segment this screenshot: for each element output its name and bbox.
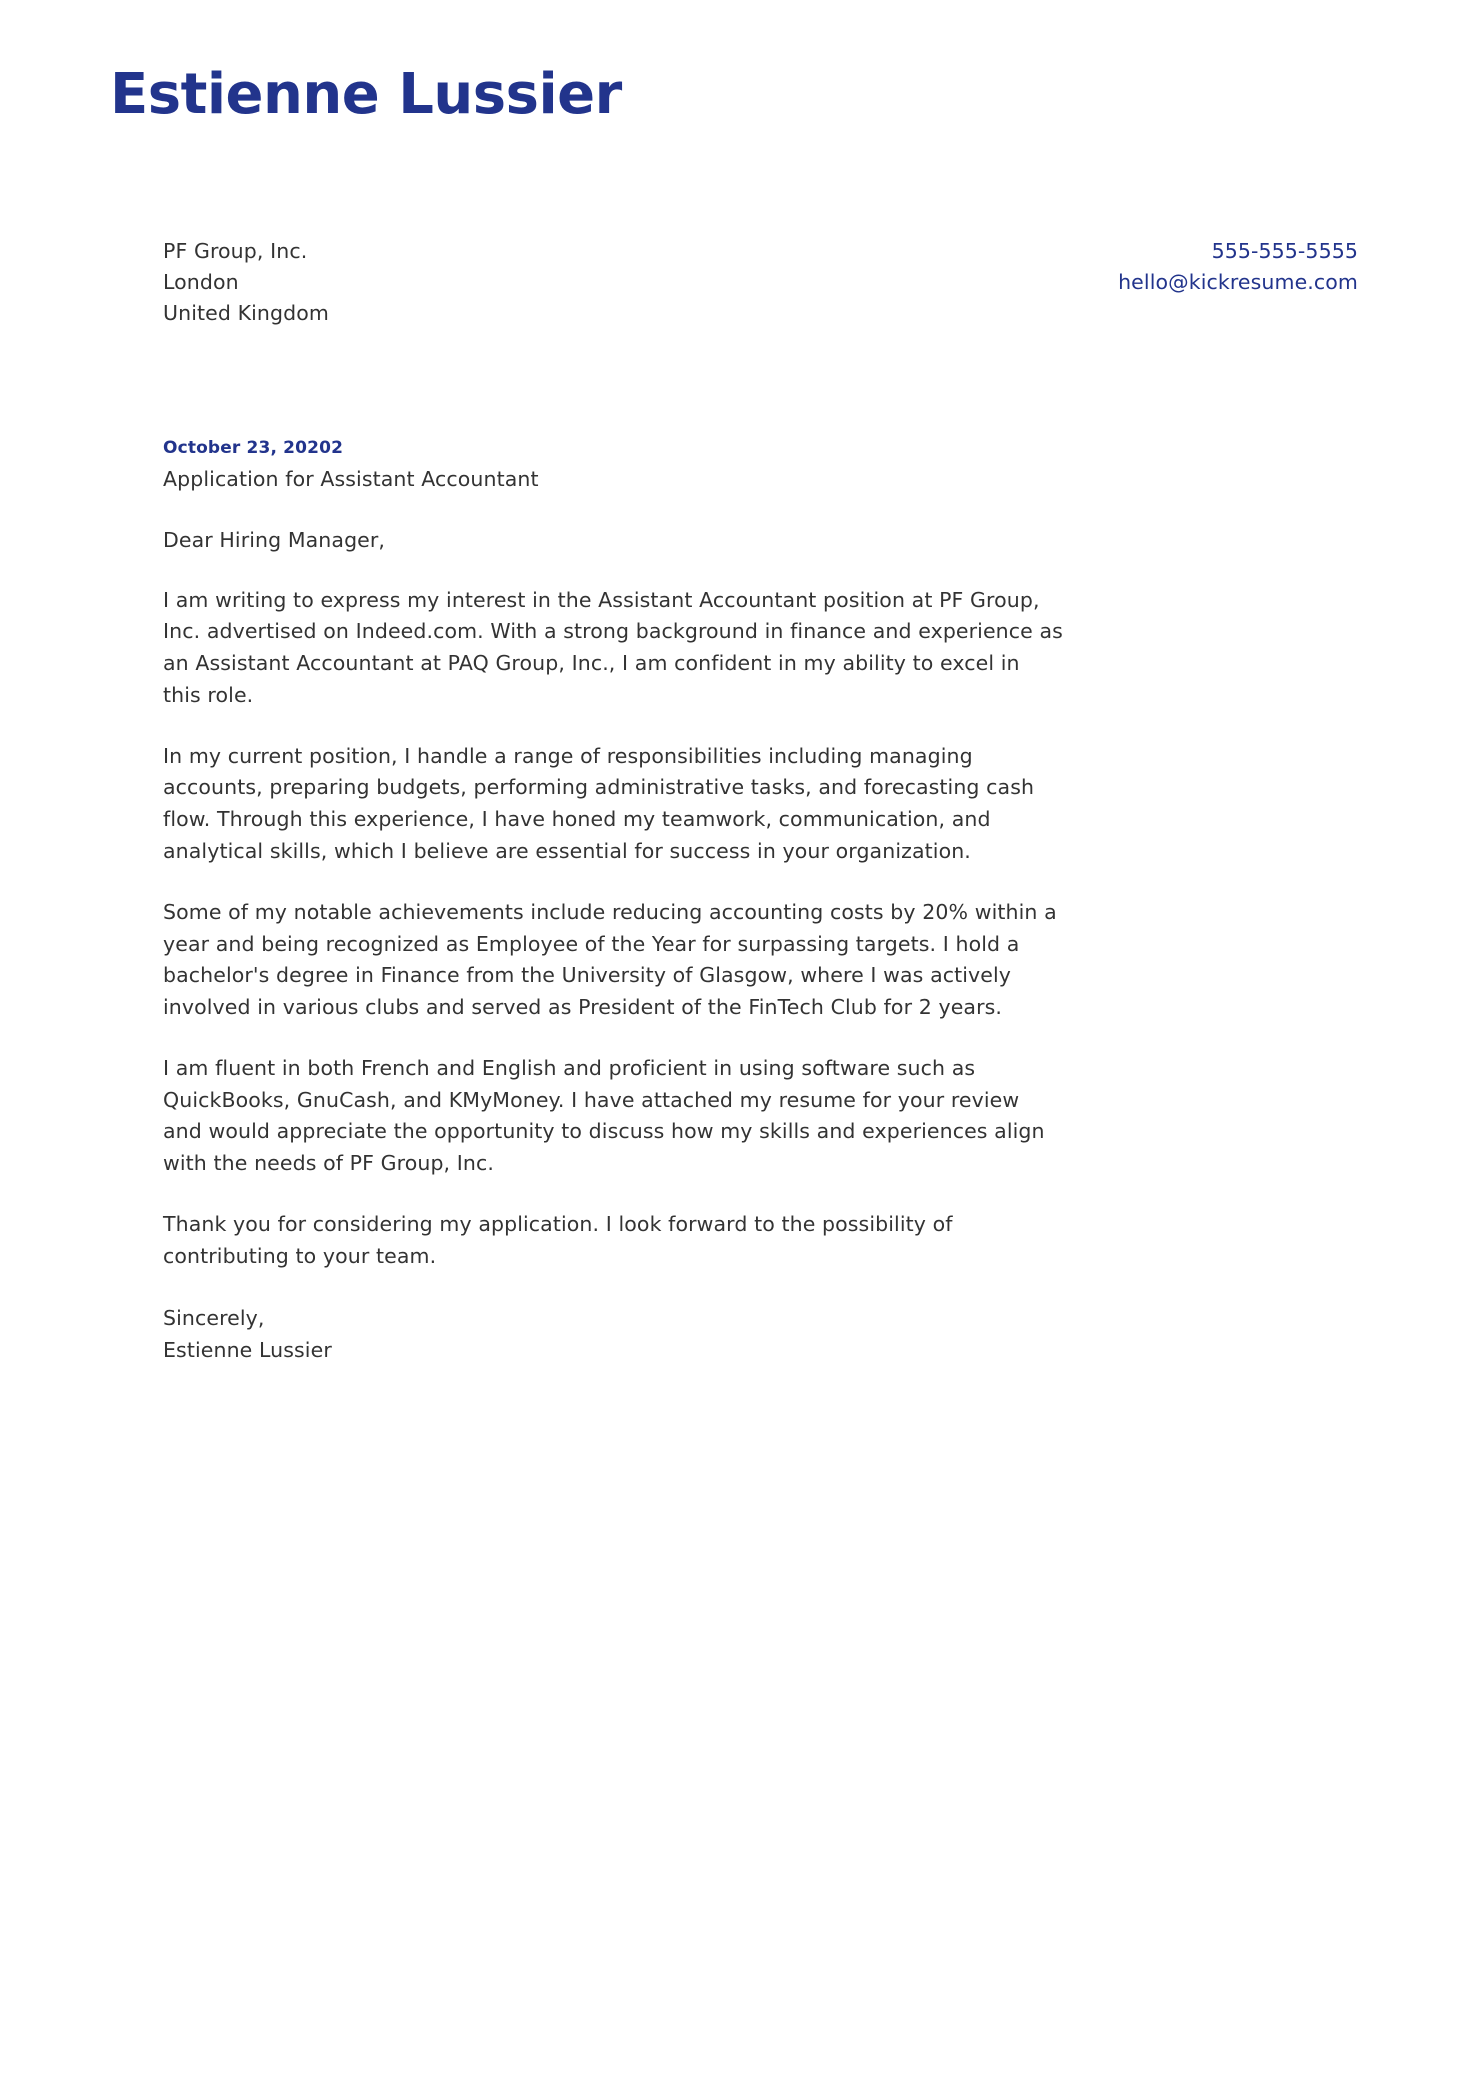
applicant-name: Estienne Lussier — [110, 62, 622, 127]
letter-salutation: Dear Hiring Manager, — [163, 527, 386, 552]
letter-body — [0, 437, 1468, 1366]
letter-signoff — [163, 1303, 1358, 1365]
sender-contact-block — [1118, 236, 1358, 298]
letter-paragraph: I am fluent in both French and English and proficient in using software such as QuickBooks, GnuCash, and KMyMoney. I have attached my resume for your review and would appreciate the opportunity to discuss how my skills and experiences align with the needs of PF Group, Inc. — [163, 1055, 1045, 1176]
sender-phone[interactable]: 555-555-5555 — [1211, 238, 1358, 263]
signature-name: Estienne Lussier — [163, 1337, 332, 1362]
letter-paragraph: In my current position, I handle a range of responsibilities including managing accounts, preparing budgets, performing administrative tasks, and forecasting cash flow. Through this experience, I have honed my teamwork, communication, and analytical skills, which I believe are essential for success in your organization. — [163, 743, 1035, 864]
letter-header — [0, 0, 1468, 126]
recipient-city: London — [163, 269, 239, 294]
closing-salutation: Sincerely, — [163, 1306, 265, 1331]
recipient-company: PF Group, Inc. — [163, 238, 308, 263]
letter-paragraph: Thank you for considering my application. I look forward to the possibility of contributing to your team. — [163, 1211, 953, 1268]
letter-paragraph: I am writing to express my interest in the Assistant Accountant position at PF Group, Inc. advertised on Indeed.com. With a strong background in finance and experience as an Assistant Accountant at PAQ Group, Inc., I am confident in my ability to excel in this role. — [163, 587, 1063, 707]
letter-date: October 23, 20202 — [163, 438, 344, 459]
sender-email[interactable]: hello@kickresume.com — [1118, 269, 1358, 294]
recipient-address-block — [163, 236, 329, 329]
recipient-country: United Kingdom — [163, 300, 329, 325]
letter-paragraph: Some of my notable achievements include reducing accounting costs by 20% within a year and being recognized as Employee of the Year for surpassing targets. I hold a bachelor's degree in Finance from the University of Glasgow, where I was actively involved in various clubs and served as President of the FinTech Club for 2 years. — [163, 899, 1057, 1020]
letter-subject: Application for Assistant Accountant — [163, 467, 539, 492]
contact-band — [0, 236, 1468, 329]
